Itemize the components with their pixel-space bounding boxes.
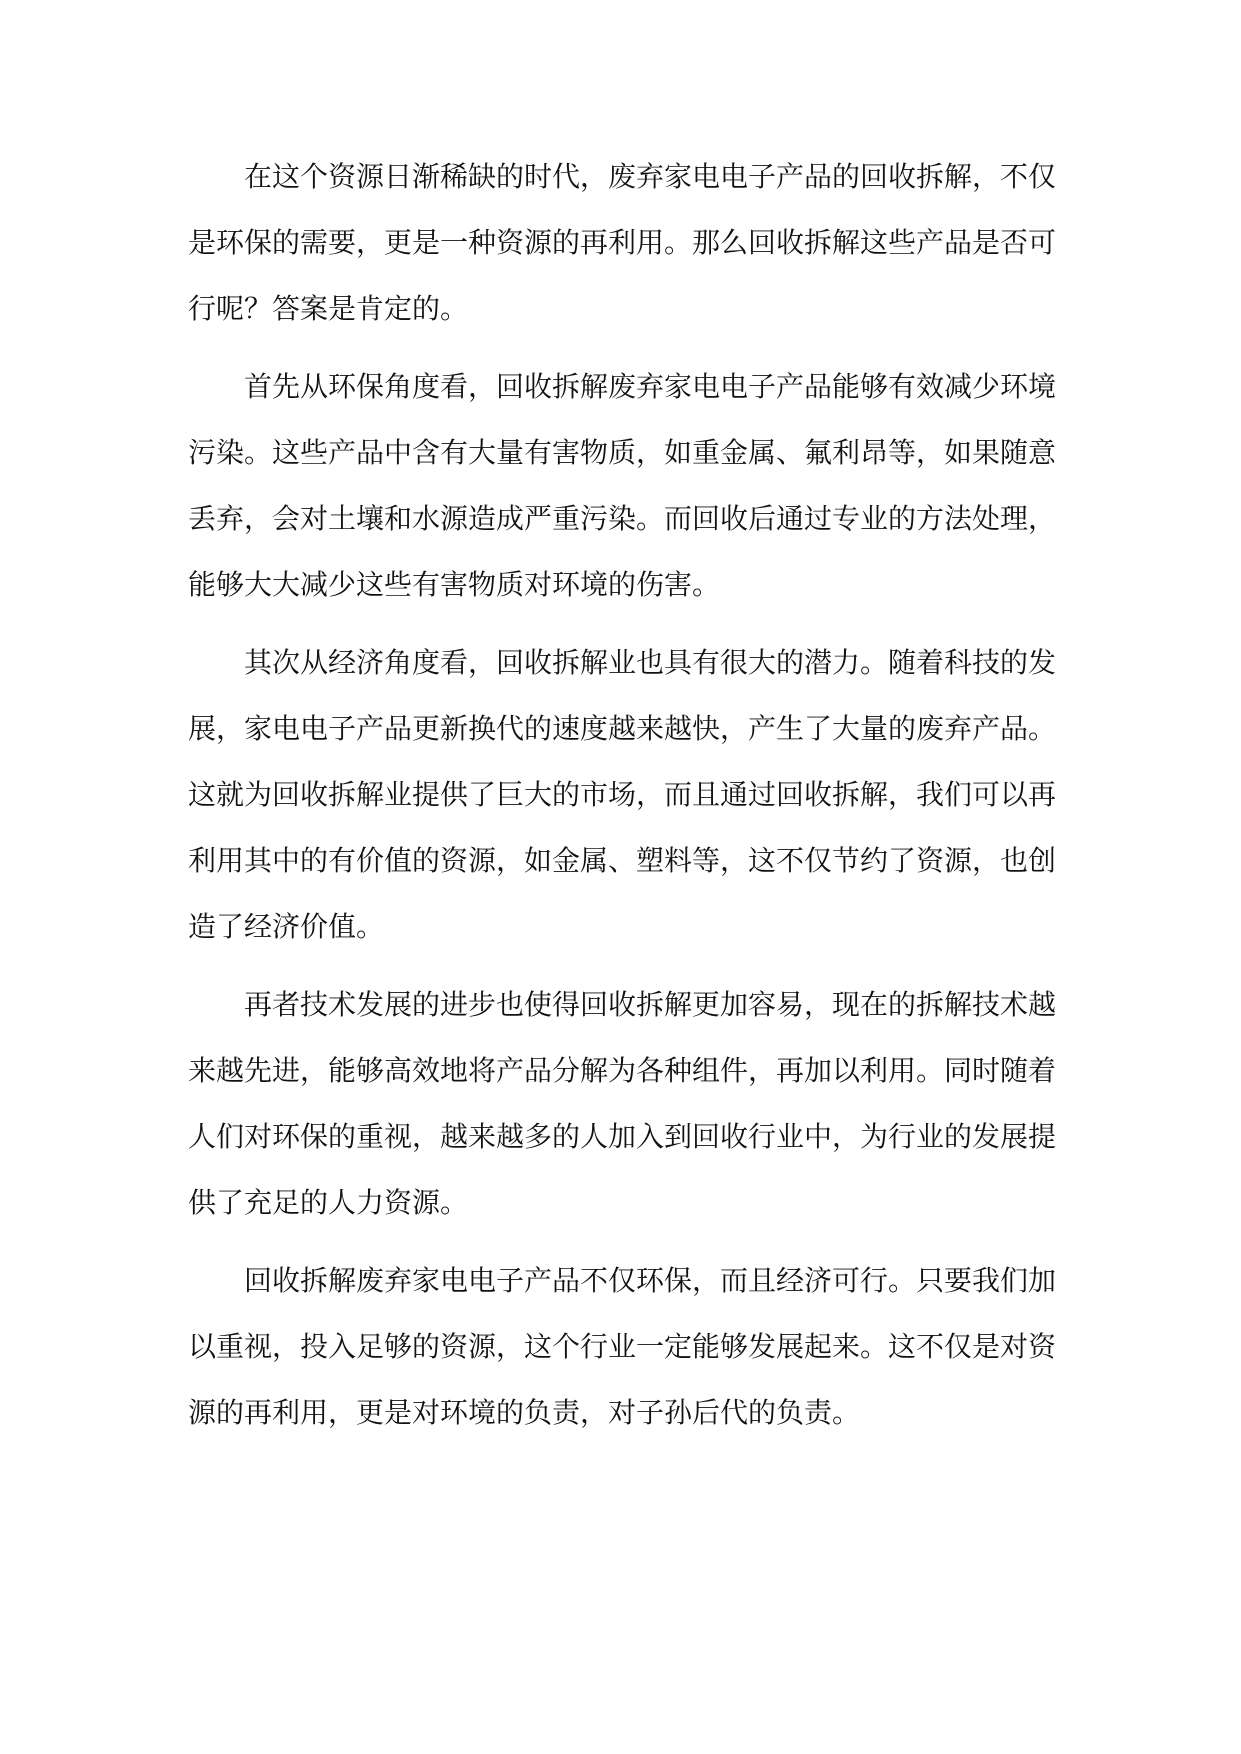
paragraph-3: 其次从经济角度看，回收拆解业也具有很大的潜力。随着科技的发展，家电电子产品更新换代的速度越来越快，产生了大量的废弃产品。这就为回收拆解业提供了巨大的市场，而且通过回收拆解，我们可以再利用其中的有价值的资源，如金属、塑料等，这不仅节约了资源，也创造了经济价值。 (188, 646, 1057, 943)
document-body (188, 144, 1056, 1458)
paragraph-5: 回收拆解废弃家电电子产品不仅环保，而且经济可行。只要我们加以重视，投入足够的资源，这个行业一定能够发展起来。这不仅是对资源的再利用，更是对环境的负责，对子孙后代的负责。 (188, 1264, 1057, 1429)
paragraph-2: 首先从环保角度看，回收拆解废弃家电电子产品能够有效减少环境污染。这些产品中含有大量有害物质，如重金属、氟利昂等，如果随意丢弃，会对土壤和水源造成严重污染。而回收后通过专业的方法处理，能够大大减少这些有害物质对环境的伤害。 (188, 370, 1057, 601)
paragraph-1: 在这个资源日渐稀缺的时代，废弃家电电子产品的回收拆解，不仅是环保的需要，更是一种资源的再利用。那么回收拆解这些产品是否可行呢？答案是肯定的。 (188, 160, 1057, 325)
paragraph-4: 再者技术发展的进步也使得回收拆解更加容易，现在的拆解技术越来越先进，能够高效地将产品分解为各种组件，再加以利用。同时随着人们对环保的重视，越来越多的人加入到回收行业中，为行业的发展提供了充足的人力资源。 (188, 988, 1057, 1219)
